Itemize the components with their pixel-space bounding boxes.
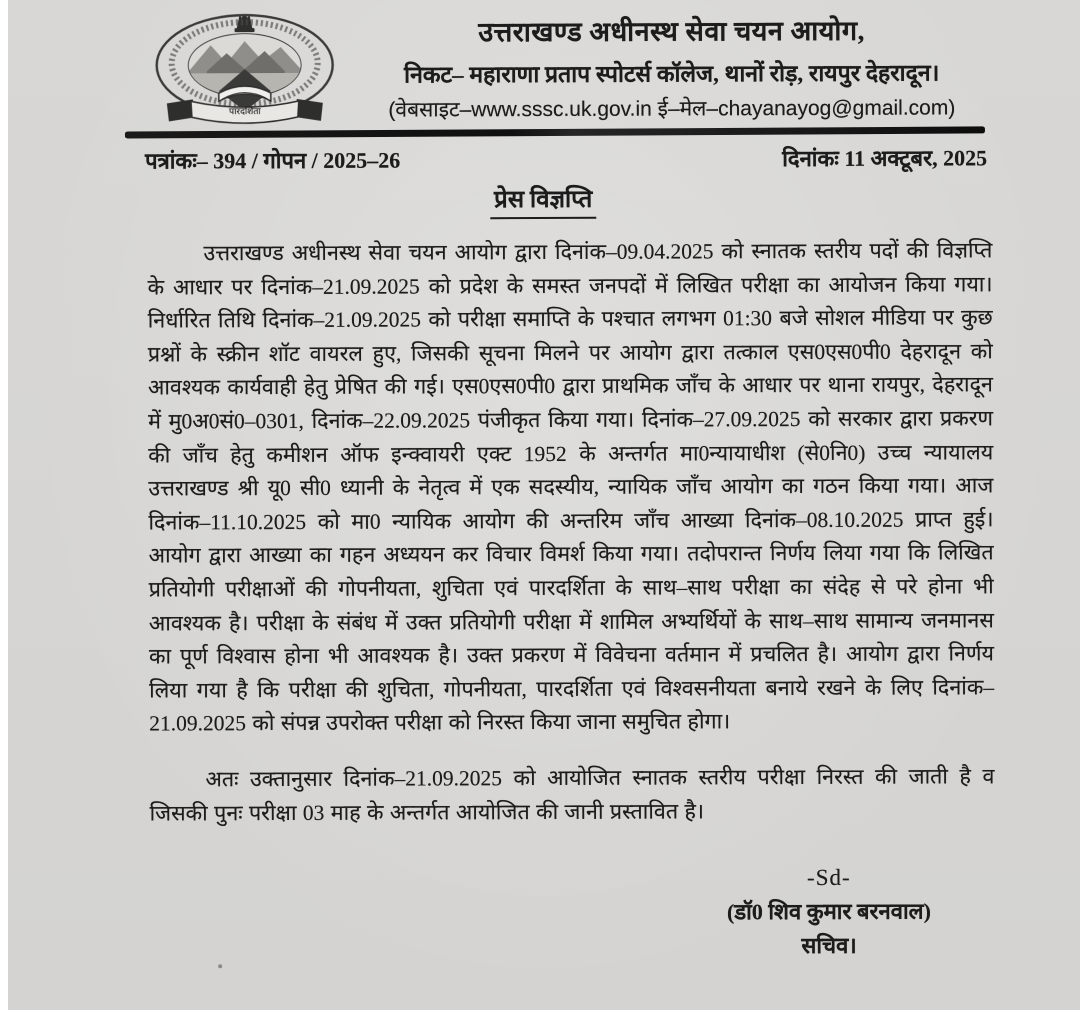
signatory-name: (डॉ0 शिव कुमार बरनवाल) [726, 898, 931, 925]
meta-row [145, 142, 987, 175]
signatory-designation: सचिव। [801, 932, 857, 959]
body-text [147, 234, 994, 830]
commission-emblem-icon [148, 7, 340, 132]
org-contact-line: (वेबसाइट–www.sssc.uk.gov.in ई–मेल–chayanayog@gmail.com) [388, 96, 956, 122]
paragraph-1: उत्तराखण्ड अधीनस्थ सेवा चयन आयोग द्वारा दिनांक–09.04.2025 को स्नातक स्तरीय पदों की विज्ञप्ति के आधार पर दिनांक–21.09.2025 को प्रदेश के समस्त जनपदों में लिखित परीक्षा का आयोजन किया गया। निर्धारित तिथि दिनांक–21.09.2025 को परीक्षा समाप्ति के पश्चात लगभग 01:30 बजे सोशल मीडिया पर कुछ प्रश्नों के स्क्रीन शॉट वायरल हुए, जिसकी सूचना मिलने पर आयोग द्वारा तत्काल एस0एस0पी0 देहरादून को आवश्यक कार्यवाही हेतु प्रेषित की गई। एस0एस0पी0 द्वारा प्राथमिक जाँच के आधार पर थाना रायपुर, देहरादून में मु0अ0सं0–0301, दिनांक–22.09.2025 पंजीकृत किया गया। दिनांक–27.09.2025 को सरकार द्वारा प्रकरण की जाँच हेतु कमीशन ऑफ इन्क्वायरी एक्ट 1952 के अन्तर्गत मा0न्यायाधीश (से0नि0) उच्च न्यायालय उत्तराखण्ड श्री यू0 सी0 ध्यानी के नेतृत्व में एक सदस्यीय, न्यायिक जाँच आयोग का गठन किया गया। आज दिनांक–11.10.2025 को मा0 न्यायिक आयोग की अन्तरिम जाँच आख्या दिनांक–08.10.2025 प्राप्त हुई। आयोग द्वारा आख्या का गहन अध्ययन कर विचार विमर्श किया गया। तदोपरान्त निर्णय लिया गया कि लिखित प्रतियोगी परीक्षाओं की गोपनीयता, शुचिता एवं पारदर्शिता के साथ–साथ परीक्षा का संदेह से परे होना भी आवश्यक है। परीक्षा के संबंध में उक्त प्रतियोगी परीक्षा में शामिल अभ्यर्थियों के साथ–साथ सामान्य जनमानस का पूर्ण विश्वास होना भी आवश्यक है। उक्त प्रकरण में विवेचना वर्तमान में प्रचलित है। आयोग द्वारा निर्णय लिया गया है कि परीक्षा की शुचिता, गोपनीयता, पारदर्शिता एवं विश्वसनीयता बनाये रखने के लिए दिनांक–21.09.2025 को संपन्न उपरोक्त परीक्षा को निरस्त किया जाना समुचित होगा। [147, 238, 995, 736]
doc-title-wrap [8, 180, 1079, 221]
emblem-motto: पारदर्शिता [228, 106, 261, 117]
letter-number: पत्रांकः– 394 / गोपन / 2025–26 [145, 147, 401, 174]
press-release-title: प्रेस विज्ञप्ति [490, 182, 596, 219]
scanned-press-release [8, 0, 1080, 1010]
letter-date: दिनांकः 11 अक्टूबर, 2025 [782, 145, 988, 172]
scan-speck [218, 964, 222, 968]
signature-sd: -Sd- [806, 864, 851, 890]
document-content [8, 0, 1080, 1010]
signature-block [664, 860, 994, 963]
letterhead-text [346, 10, 996, 123]
letterhead [8, 0, 1079, 132]
paragraph-2: अतः उक्तानुसार दिनांक–21.09.2025 को आयोजित स्नातक स्तरीय परीक्षा निरस्त की जाती है व जिसकी पुनः परीक्षा 03 माह के अन्तर्गत आयोजित की जानी प्रस्तावित है। [149, 764, 995, 826]
org-name: उत्तराखण्ड अधीनस्थ सेवा चयन आयोग, [478, 15, 865, 48]
org-address: निकट– महाराणा प्रताप स्पोटर्स कॉलेज, थानों रोड़, रायपुर देहरादून। [404, 60, 940, 88]
